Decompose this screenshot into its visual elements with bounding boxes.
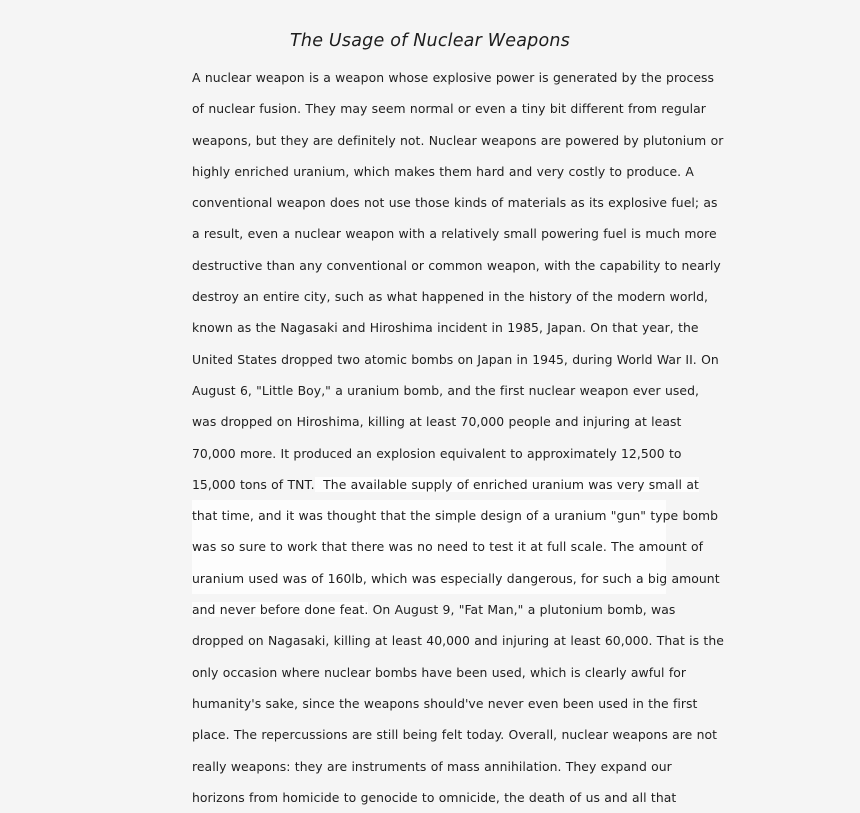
text-line-highlighted: that time, and it was thought that the simple design of a uranium "gun" type bomb [192,500,666,531]
text-line: destructive than any conventional or common weapon, with the capability to nearly [192,257,721,273]
text-segment-highlighted: and never before done feat. [192,602,369,618]
text-line: only occasion where nuclear bombs have been used, which is clearly awful for [192,664,687,680]
text-line: dropped on Nagasaki, killing at least 40,000 and injuring at least 60,000. That is the [192,633,724,649]
page-title: The Usage of Nuclear Weapons [290,31,570,51]
text-line: place. The repercussions are still being felt today. Overall, nuclear weapons are not [192,727,718,743]
text-line: 70,000 more. It produced an explosion equivalent to approximately 12,500 to [192,445,682,461]
text-line: A nuclear weapon is a weapon whose explosive power is generated by the process [192,70,715,85]
text-line: really weapons: they are instruments of mass annihilation. They expand our [192,758,672,774]
text-line-highlighted: uranium used was of 160lb, which was especially dangerous, for such a big amount [192,563,666,594]
text-segment-highlighted: The available supply of enriched uranium was very small at [323,476,699,492]
document-body[interactable] [192,62,724,813]
text-line: weapons, but they are definitely not. Nuclear weapons are powered by plutonium or [192,132,724,148]
text-line-mixed-highlight [192,594,676,625]
text-line: was dropped on Hiroshima, killing at least 70,000 people and injuring at least [192,414,682,430]
text-line-mixed-highlight [192,469,699,500]
text-line: August 6, "Little Boy," a uranium bomb, and the first nuclear weapon ever used, [192,382,699,398]
text-line: United States dropped two atomic bombs on Japan in 1945, during World War II. On [192,351,719,367]
text-line: highly enriched uranium, which makes them hard and very costly to produce. A [192,163,694,179]
text-line: known as the Nagasaki and Hiroshima incident in 1985, Japan. On that year, the [192,320,699,336]
text-segment-highlighted [315,477,324,492]
text-line: humanity's sake, since the weapons should've never even been used in the first [192,695,698,711]
text-line: conventional weapon does not use those kinds of materials as its explosive fuel; as [192,195,718,211]
text-line: of nuclear fusion. They may seem normal or even a tiny bit different from regular [192,101,706,117]
text-line-highlighted: was so sure to work that there was no need to test it at full scale. The amount of [192,531,666,562]
text-line: destroy an entire city, such as what happened in the history of the modern world, [192,289,709,305]
text-segment-plain: On August 9, "Fat Man," a plutonium bomb, was [368,602,676,618]
text-segment-plain: 15,000 tons of TNT. [192,476,315,492]
text-line: horizons from homicide to genocide to omnicide, the death of us and all that [192,789,677,805]
text-line: a result, even a nuclear weapon with a relatively small powering fuel is much more [192,226,717,242]
